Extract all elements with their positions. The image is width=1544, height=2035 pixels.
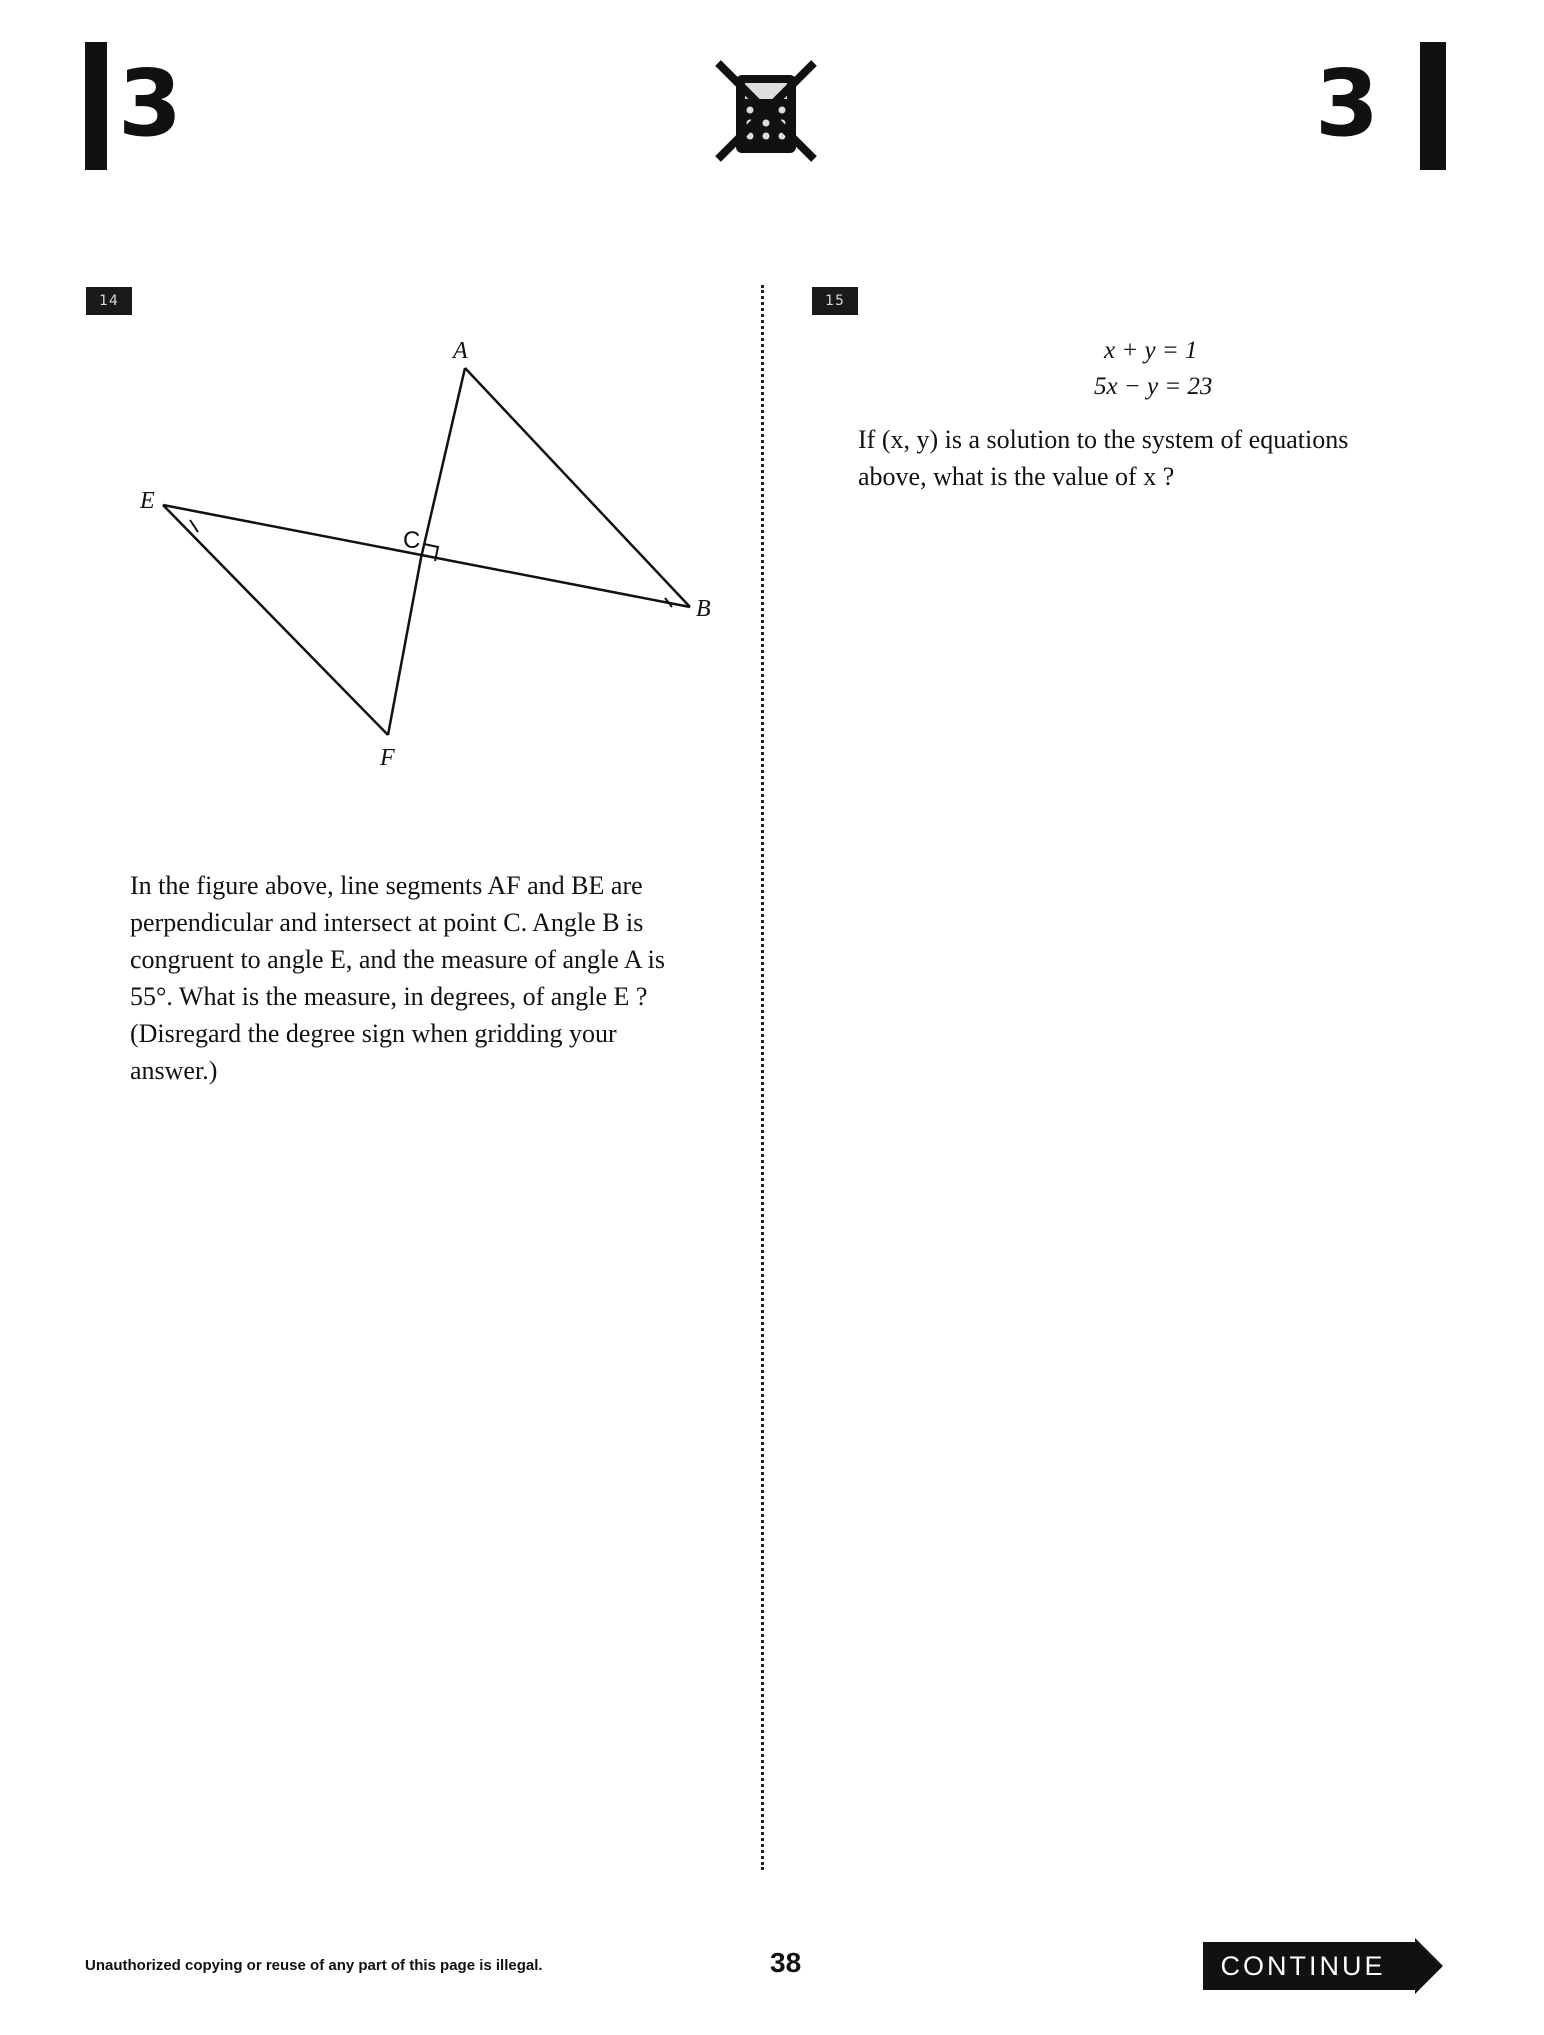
label-a: A bbox=[453, 338, 468, 364]
equation-1: x + y = 1 bbox=[1104, 337, 1198, 364]
label-e: E bbox=[140, 488, 155, 514]
question-text-line: congruent to angle E, and the measure of angle A is bbox=[130, 945, 666, 974]
section-bar-left bbox=[85, 42, 107, 170]
section-number-left: 3 bbox=[118, 50, 183, 157]
label-c: C bbox=[403, 527, 421, 554]
question-text-line: answer.) bbox=[130, 1056, 218, 1085]
question-14-text bbox=[130, 867, 730, 1089]
question-text-line: perpendicular and intersect at point C. Angle B is bbox=[130, 908, 644, 937]
no-calculator-icon bbox=[710, 55, 822, 167]
geometry-figure bbox=[120, 330, 740, 780]
equation-2: 5x − y = 23 bbox=[1094, 373, 1213, 400]
question-15-text bbox=[858, 421, 1418, 495]
label-f: F bbox=[380, 745, 395, 771]
question-number-badge: 14 bbox=[86, 287, 132, 315]
continue-button[interactable] bbox=[1203, 1938, 1443, 1994]
copyright-notice: Unauthorized copying or reuse of any part of this page is illegal. bbox=[85, 1957, 543, 1974]
label-b: B bbox=[696, 596, 711, 622]
continue-label: CONTINUE bbox=[1220, 1950, 1386, 1981]
question-text-line: (Disregard the degree sign when gridding your bbox=[130, 1019, 617, 1048]
question-number-badge: 15 bbox=[812, 287, 858, 315]
section-number-right: 3 bbox=[1315, 50, 1380, 157]
column-divider bbox=[761, 285, 764, 1870]
section-bar-right bbox=[1420, 42, 1446, 170]
question-text-line: 55°. What is the measure, in degrees, of angle E ? bbox=[130, 982, 648, 1011]
question-text-line: above, what is the value of x ? bbox=[858, 462, 1175, 491]
question-text-line: If (x, y) is a solution to the system of equations bbox=[858, 425, 1349, 454]
page-number: 38 bbox=[770, 1947, 802, 1978]
question-text-line: In the figure above, line segments AF and BE are bbox=[130, 871, 643, 900]
